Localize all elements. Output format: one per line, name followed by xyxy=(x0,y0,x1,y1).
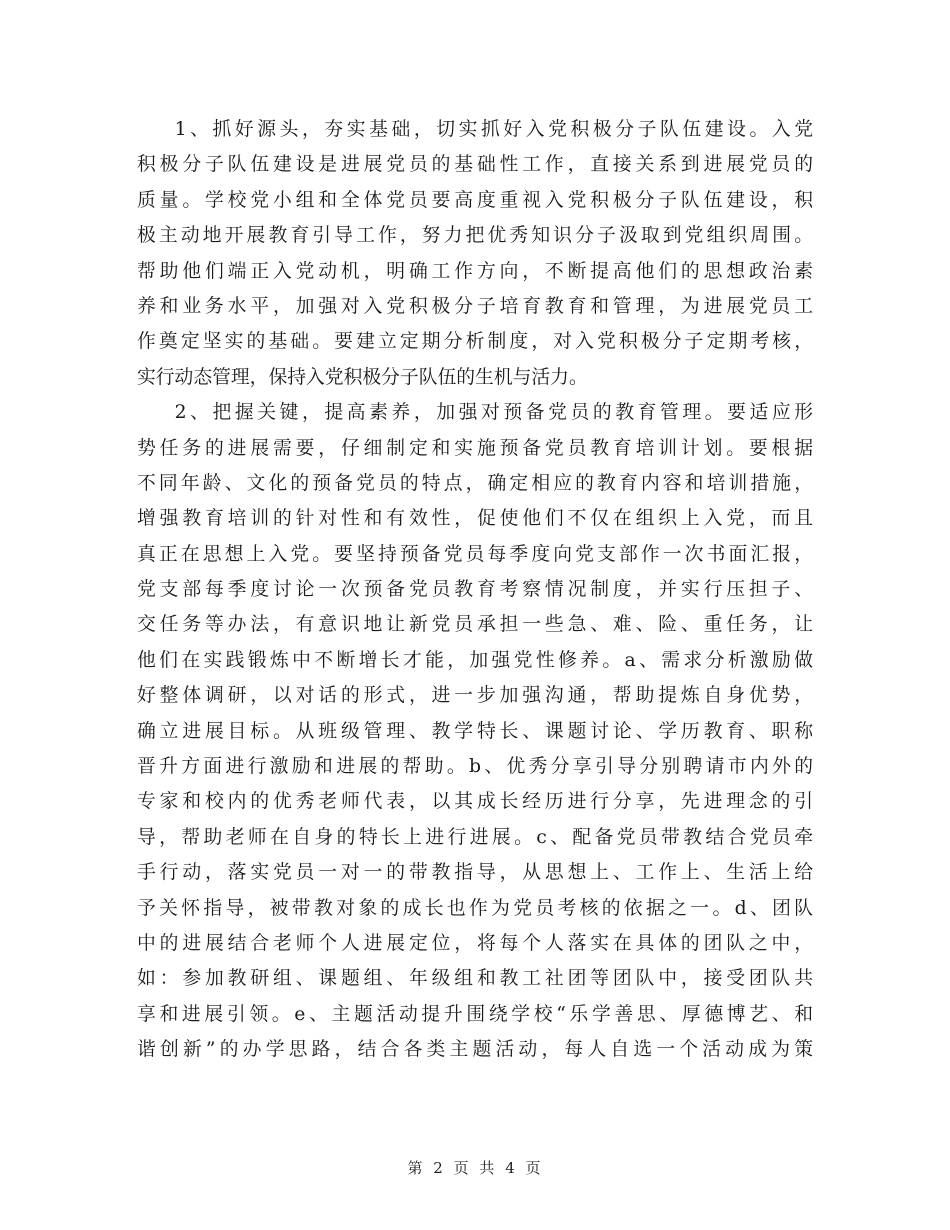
paragraph-line: 党支部每季度讨论一次预备党员教育考察情况制度，并实行压担子、 xyxy=(137,579,813,601)
footer-suffix: 页 xyxy=(525,1159,543,1177)
paragraph-line: 作奠定坚实的基础。要建立定期分析制度，对入党积极分子定期考核， xyxy=(137,331,813,353)
paragraph-line: 质量。学校党小组和全体党员要高度重视入党积极分子队伍建设，积 xyxy=(137,189,813,211)
footer-prefix: 第 xyxy=(407,1159,425,1177)
paragraph-line: 谐创新”的办学思路，结合各类主题活动，每人自选一个活动成为策 xyxy=(137,1039,813,1061)
paragraph-line: 他们在实践锻炼中不断增长才能，加强党性修养。a、需求分析激励做 xyxy=(137,649,813,671)
footer-page-word: 页 xyxy=(453,1159,471,1177)
paragraph-line: 真正在思想上入党。要坚持预备党员每季度向党支部作一次书面汇报， xyxy=(137,543,813,565)
paragraph-line: 不同年龄、文化的预备党员的特点，确定相应的教育内容和培训措施， xyxy=(137,472,813,494)
page-footer xyxy=(0,1157,950,1178)
document-body xyxy=(137,112,813,1068)
paragraph-line: 交任务等办法，有意识地让新党员承担一些急、难、险、重任务，让 xyxy=(137,614,813,636)
footer-total-word: 共 xyxy=(479,1159,497,1177)
paragraph-line: 手行动，落实党员一对一的带教指导，从思想上、工作上、生活上给 xyxy=(137,862,813,884)
footer-total-pages: 4 xyxy=(505,1159,517,1177)
paragraph-line: 享和进展引领。e、主题活动提升围绕学校“乐学善思、厚德博艺、和 xyxy=(137,1003,813,1025)
paragraph-line: 积极分子队伍建设是进展党员的基础性工作，直接关系到进展党员的 xyxy=(137,154,813,176)
footer-current-page: 2 xyxy=(433,1159,445,1177)
paragraph-2 xyxy=(137,395,813,1067)
paragraph-line: 帮助他们端正入党动机，明确工作方向，不断提高他们的思想政治素 xyxy=(137,260,813,282)
paragraph-line: 中的进展结合老师个人进展定位，将每个人落实在具体的团队之中， xyxy=(137,932,813,954)
paragraph-line: 晋升方面进行激励和进展的帮助。b、优秀分享引导分别聘请市内外的 xyxy=(137,756,813,778)
paragraph-line: 专家和校内的优秀老师代表，以其成长经历进行分享，先进理念的引 xyxy=(137,791,813,813)
paragraph-line: 导，帮助老师在自身的特长上进行进展。c、配备党员带教结合党员牵 xyxy=(137,826,813,848)
paragraph-line: 增强教育培训的针对性和有效性，促使他们不仅在组织上入党，而且 xyxy=(137,508,813,530)
paragraph-line: 极主动地开展教育引导工作，努力把优秀知识分子汲取到党组织周围。 xyxy=(137,225,813,247)
paragraph-line: 实行动态管理，保持入党积极分子队伍的生机与活力。 xyxy=(137,366,588,388)
paragraph-line: 确立进展目标。从班级管理、教学特长、课题讨论、学历教育、职称 xyxy=(137,720,813,742)
paragraph-line: 养和业务水平，加强对入党积极分子培育教育和管理，为进展党员工 xyxy=(137,295,813,317)
paragraph-line: 予关怀指导，被带教对象的成长也作为党员考核的依据之一。d、团队 xyxy=(137,897,813,919)
paragraph-line: 如：参加教研组、课题组、年级组和教工社团等团队中，接受团队共 xyxy=(137,968,813,990)
paragraph-1 xyxy=(137,112,813,395)
paragraph-line: 1、抓好源头，夯实基础，切实抓好入党积极分子队伍建设。入党 xyxy=(174,119,813,140)
paragraph-line: 2、把握关键，提高素养，加强对预备党员的教育管理。要适应形 xyxy=(174,402,813,424)
paragraph-line: 势任务的进展需要，仔细制定和实施预备党员教育培训计划。要根据 xyxy=(137,437,813,459)
paragraph-line: 好整体调研，以对话的形式，进一步加强沟通，帮助提炼自身优势， xyxy=(137,685,813,707)
